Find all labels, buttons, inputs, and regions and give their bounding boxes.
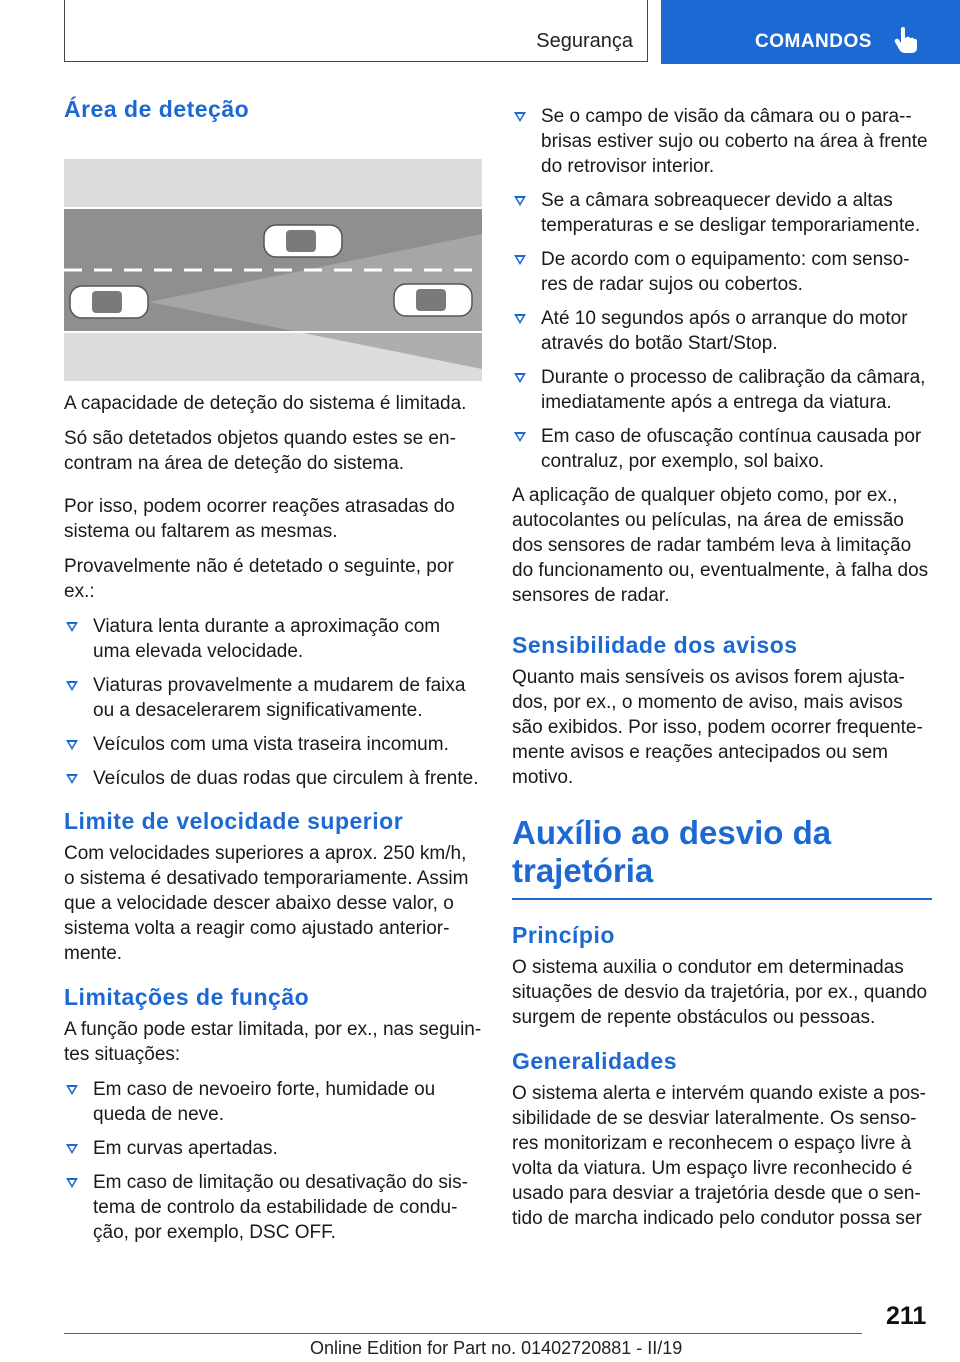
footer-rule xyxy=(64,1333,862,1334)
list-item: Se o campo de visão da câmara ou o para--brisas estiver sujo ou coberto na área à frente do retrovisor interior. xyxy=(512,104,932,179)
list-item: De acordo com o equipamento: com senso-res de radar sujos ou cobertos. xyxy=(512,247,932,297)
limitations-list-continued xyxy=(512,104,932,474)
header-section-tab xyxy=(64,0,648,62)
list-item: Até 10 segundos após o arranque do motor através do botão Start/Stop. xyxy=(512,306,932,356)
triangle-bullet-icon xyxy=(514,432,526,442)
list-item: Veículos com uma vista traseira incomum. xyxy=(64,732,482,757)
pointing-hand-icon xyxy=(893,26,919,54)
paragraph: Com velocidades superiores a aprox. 250 km/h, o sistema é desativado temporariamente. Assim que a velocidade descer abaixo desse valor, o sistema volta a reagir como ajustado anterior-mente. xyxy=(64,843,469,964)
triangle-bullet-icon xyxy=(66,681,78,691)
heading-evasion-assistant: Auxílio ao desvio da trajetória xyxy=(512,814,832,889)
list-item: Viatura lenta durante a aproximação com uma elevada velocidade. xyxy=(64,614,482,664)
triangle-bullet-icon xyxy=(514,196,526,206)
right-column xyxy=(512,104,932,1241)
paragraph: A capacidade de deteção do sistema é limitada. xyxy=(64,393,467,414)
triangle-bullet-icon xyxy=(66,740,78,750)
list-item: Viaturas provavelmente a mudarem de faixa ou a desacelerarem significativamente. xyxy=(64,673,482,723)
triangle-bullet-icon xyxy=(66,622,78,632)
triangle-bullet-icon xyxy=(66,1085,78,1095)
triangle-bullet-icon xyxy=(66,774,78,784)
list-item: Veículos de duas rodas que circulem à frente. xyxy=(64,766,482,791)
heading-speed-limit: Limite de velocidade superior xyxy=(64,808,404,834)
heading-rule xyxy=(512,898,932,900)
chapter-title: COMANDOS xyxy=(755,31,872,52)
paragraph: A função pode estar limitada, por ex., nas seguin-tes situações: xyxy=(64,1019,482,1065)
list-item: Em caso de nevoeiro forte, humidade ou queda de neve. xyxy=(64,1077,482,1127)
paragraph: O sistema auxilia o condutor em determinadas situações de desvio da trajetória, por ex., quando surgem de repente obstáculos ou pessoas. xyxy=(512,957,928,1028)
paragraph: Só são detetados objetos quando estes se en-contram na área de deteção do sistema. xyxy=(64,428,456,474)
page-number: 211 xyxy=(886,1302,927,1330)
undetected-objects-list xyxy=(64,614,482,791)
section-title: Segurança xyxy=(536,30,633,52)
list-item: Se a câmara sobreaquecer devido a altas temperaturas e se desligar temporariamente. xyxy=(512,188,932,238)
heading-function-limitations: Limitações de função xyxy=(64,984,310,1010)
triangle-bullet-icon xyxy=(514,373,526,383)
list-item: Em caso de ofuscação contínua causada por contraluz, por exemplo, sol baixo. xyxy=(512,424,932,474)
paragraph: Provavelmente não é detetado o seguinte, por ex.: xyxy=(64,556,454,602)
heading-general: Generalidades xyxy=(512,1048,678,1074)
triangle-bullet-icon xyxy=(514,314,526,324)
paragraph: O sistema alerta e intervém quando existe a pos-sibilidade de se desviar lateralmente. Os senso-res monitorizam e reconhecem o espaço livre à volta da viatura. Um espaço livre reconhecido é usado para desviar a trajetória desde que o sen-tido de marcha indicado pelo condutor possa ser xyxy=(512,1083,926,1229)
paragraph: Quanto mais sensíveis os avisos forem ajusta-dos, por ex., o momento de aviso, mais avisos são exibidos. Por isso, podem ocorrer frequente-mente avisos e reações antecipados ou sem motivo. xyxy=(512,667,923,788)
triangle-bullet-icon xyxy=(66,1144,78,1154)
detection-area-illustration xyxy=(64,159,482,381)
heading-principle: Princípio xyxy=(512,922,615,948)
heading-warning-sensitivity: Sensibilidade dos avisos xyxy=(512,632,798,658)
list-item: Em curvas apertadas. xyxy=(64,1136,482,1161)
heading-detection-area: Área de deteção xyxy=(64,96,250,122)
triangle-bullet-icon xyxy=(66,1178,78,1188)
header-chapter-tab xyxy=(661,0,960,64)
triangle-bullet-icon xyxy=(514,112,526,122)
list-item: Em caso de limitação ou desativação do sis-tema de controlo da estabilidade de condu-ção, por exemplo, DSC OFF. xyxy=(64,1170,482,1245)
list-item: Durante o processo de calibração da câmara, imediatamente após a entrega da viatura. xyxy=(512,365,932,415)
paragraph: A aplicação de qualquer objeto como, por ex., autocolantes ou películas, na área de emissão dos sensores de radar também leva à limitação do funcionamento ou, eventualmente, à falha dos sensores de radar. xyxy=(512,485,929,606)
paragraph: Por isso, podem ocorrer reações atrasadas do sistema ou faltarem as mesmas. xyxy=(64,496,455,542)
left-column xyxy=(64,96,482,1254)
triangle-bullet-icon xyxy=(514,255,526,265)
limitations-list xyxy=(64,1077,482,1245)
footer-edition: Online Edition for Part no. 01402720881 - II/19 xyxy=(310,1338,683,1358)
